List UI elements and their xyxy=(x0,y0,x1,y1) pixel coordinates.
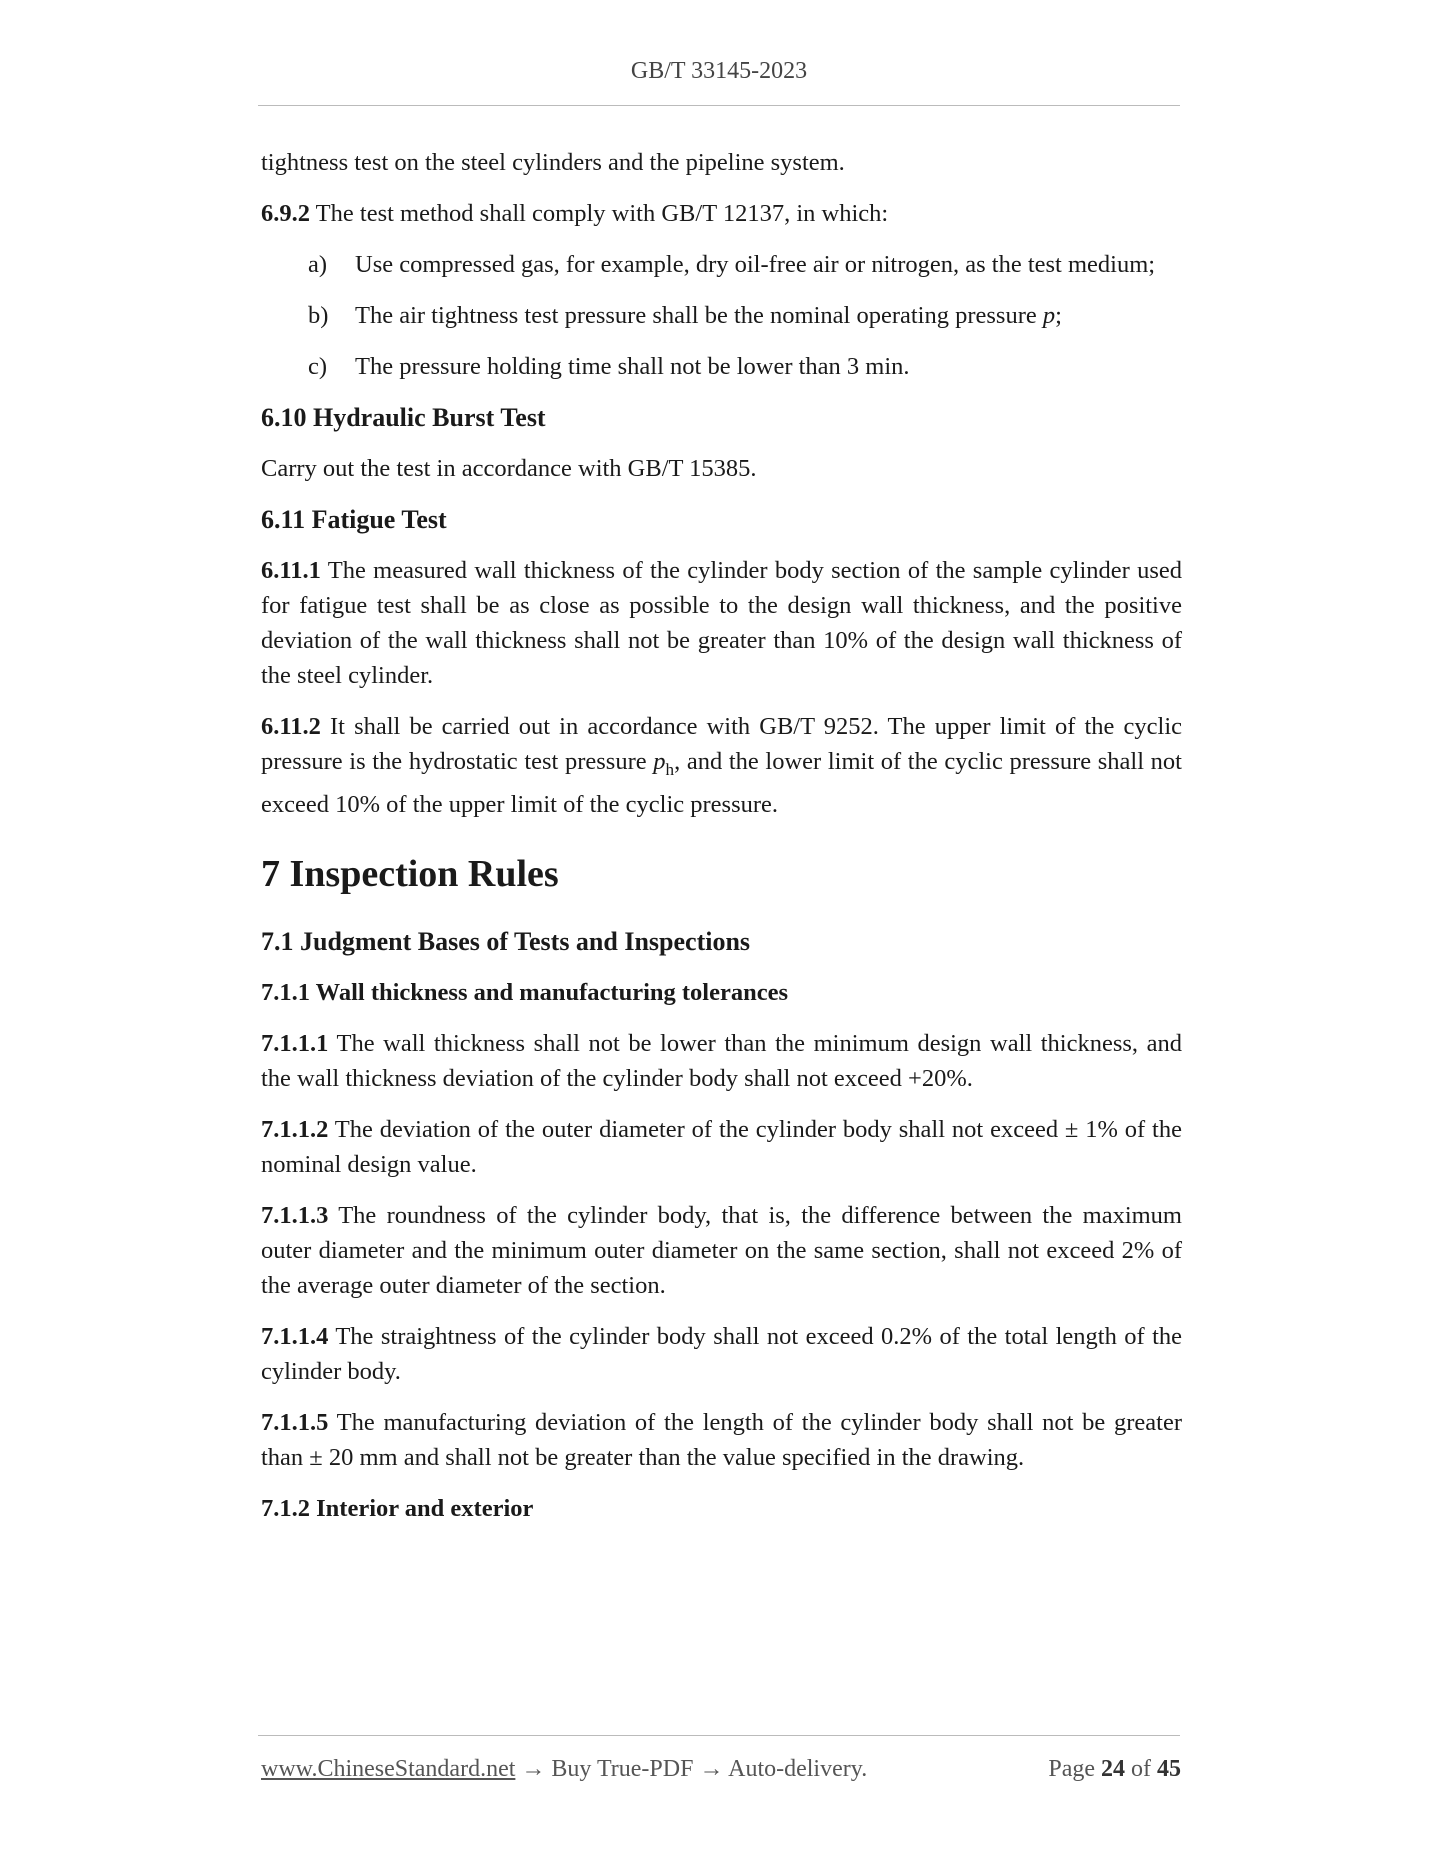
clause-number: 6.9.2 xyxy=(261,200,310,227)
clause-7-1-1-4 xyxy=(261,1319,1182,1389)
list-marker: a) xyxy=(308,251,328,278)
clause-text: The deviation of the outer diameter of the cylinder body shall not exceed ± 1% of the nominal design value. xyxy=(261,1115,1182,1178)
heading-7-1-2: 7.1.2 Interior and exterior xyxy=(261,1494,534,1522)
page-content xyxy=(261,145,1182,1526)
clause-text: The wall thickness shall not be lower than the minimum design wall thickness, and the wall thickness deviation of the cylinder body shall not exceed +20%. xyxy=(261,1029,1182,1092)
paragraph-6-10: Carry out the test in accordance with GB/T 15385. xyxy=(261,455,757,482)
heading-7: 7 Inspection Rules xyxy=(261,852,559,895)
footer-divider xyxy=(258,1735,1180,1736)
list-item-b: b) The air tightness test pressure shall be the nominal operating pressure p; xyxy=(261,298,1182,333)
clause-text: The manufacturing deviation of the length of the cylinder body shall not be greater than ± 20 mm and shall not be greater than the value specified in the drawing. xyxy=(261,1408,1182,1471)
list-marker: c) xyxy=(308,353,328,380)
clause-number: 7.1.1.1 xyxy=(261,1029,329,1057)
page-footer xyxy=(261,1756,1181,1783)
clause-6-11-1 xyxy=(261,553,1182,693)
pressure-variable: p xyxy=(653,748,666,775)
pressure-variable: p xyxy=(1042,302,1056,329)
clause-7-1-1-3 xyxy=(261,1198,1182,1303)
clause-text: The straightness of the cylinder body shall not exceed 0.2% of the total length of the cylinder body. xyxy=(261,1322,1182,1385)
continuation-paragraph: tightness test on the steel cylinders and the pipeline system. xyxy=(261,149,845,176)
clause-number: 7.1.1.4 xyxy=(261,1322,329,1350)
list-text: The air tightness test pressure shall be the nominal operating pressure xyxy=(355,302,1043,329)
pressure-subscript: h xyxy=(665,759,675,779)
clause-number: 7.1.1.5 xyxy=(261,1408,329,1436)
clause-number: 6.11.2 xyxy=(261,713,321,740)
clause-number: 6.11.1 xyxy=(261,557,321,584)
clause-7-1-1-5 xyxy=(261,1405,1182,1475)
list-item-a xyxy=(261,247,1182,282)
list-marker: b) xyxy=(308,302,329,329)
list-item-c xyxy=(261,349,1182,384)
clause-6-9-2 xyxy=(261,196,1182,231)
promo-text: → Buy True-PDF → Auto-delivery. xyxy=(515,1756,868,1782)
clause-text: It shall be carried out in accordance with GB/T 9252. The upper limit of the cyclic pressure is the hydrostatic test pressure xyxy=(261,713,1182,775)
clause-7-1-1-2 xyxy=(261,1112,1182,1182)
clause-text: The test method shall comply with GB/T 12137, in which: xyxy=(310,200,889,227)
clause-number: 7.1.1.3 xyxy=(261,1201,329,1229)
page-indicator: Page 24 of 45 xyxy=(1048,1756,1181,1782)
heading-7-1-1: 7.1.1 Wall thickness and manufacturing tolerances xyxy=(261,978,789,1006)
heading-6-11: 6.11 Fatigue Test xyxy=(261,505,447,534)
list-text: Use compressed gas, for example, dry oil-free air or nitrogen, as the test medium; xyxy=(355,251,1156,278)
page-number: 24 xyxy=(1101,1756,1125,1782)
clause-text: The roundness of the cylinder body, that is, the difference between the maximum outer diameter and the minimum outer diameter on the same section, shall not exceed 2% of the average outer diameter of the section. xyxy=(261,1201,1182,1299)
clause-text: The measured wall thickness of the cylinder body section of the sample cylinder used for fatigue test shall be as close as possible to the design wall thickness, and the positive deviation of the wall thickness shall not be greater than 10% of the design wall thickness of the steel cylinder. xyxy=(261,557,1182,689)
heading-7-1: 7.1 Judgment Bases of Tests and Inspections xyxy=(261,926,751,956)
clause-6-11-2: 6.11.2 It shall be carried out in accordance with GB/T 9252. The upper limit of the cyclic pressure is the hydrostatic test pressure $p_h$, and the lower limit of the cyclic pressure shall not exceed 10% of the upper limit of the cyclic pressure. xyxy=(261,713,1182,818)
page-header: GB/T 33145-2023 xyxy=(630,58,808,84)
clause-7-1-1-1 xyxy=(261,1026,1182,1096)
heading-6-10: 6.10 Hydraulic Burst Test xyxy=(261,403,546,432)
clause-number: 7.1.1.2 xyxy=(261,1115,329,1143)
header-divider xyxy=(258,105,1180,106)
page-total: 45 xyxy=(1157,1756,1181,1782)
list-text: The pressure holding time shall not be lower than 3 min. xyxy=(355,353,910,380)
website-link[interactable]: www.ChineseStandard.net xyxy=(261,1756,516,1782)
